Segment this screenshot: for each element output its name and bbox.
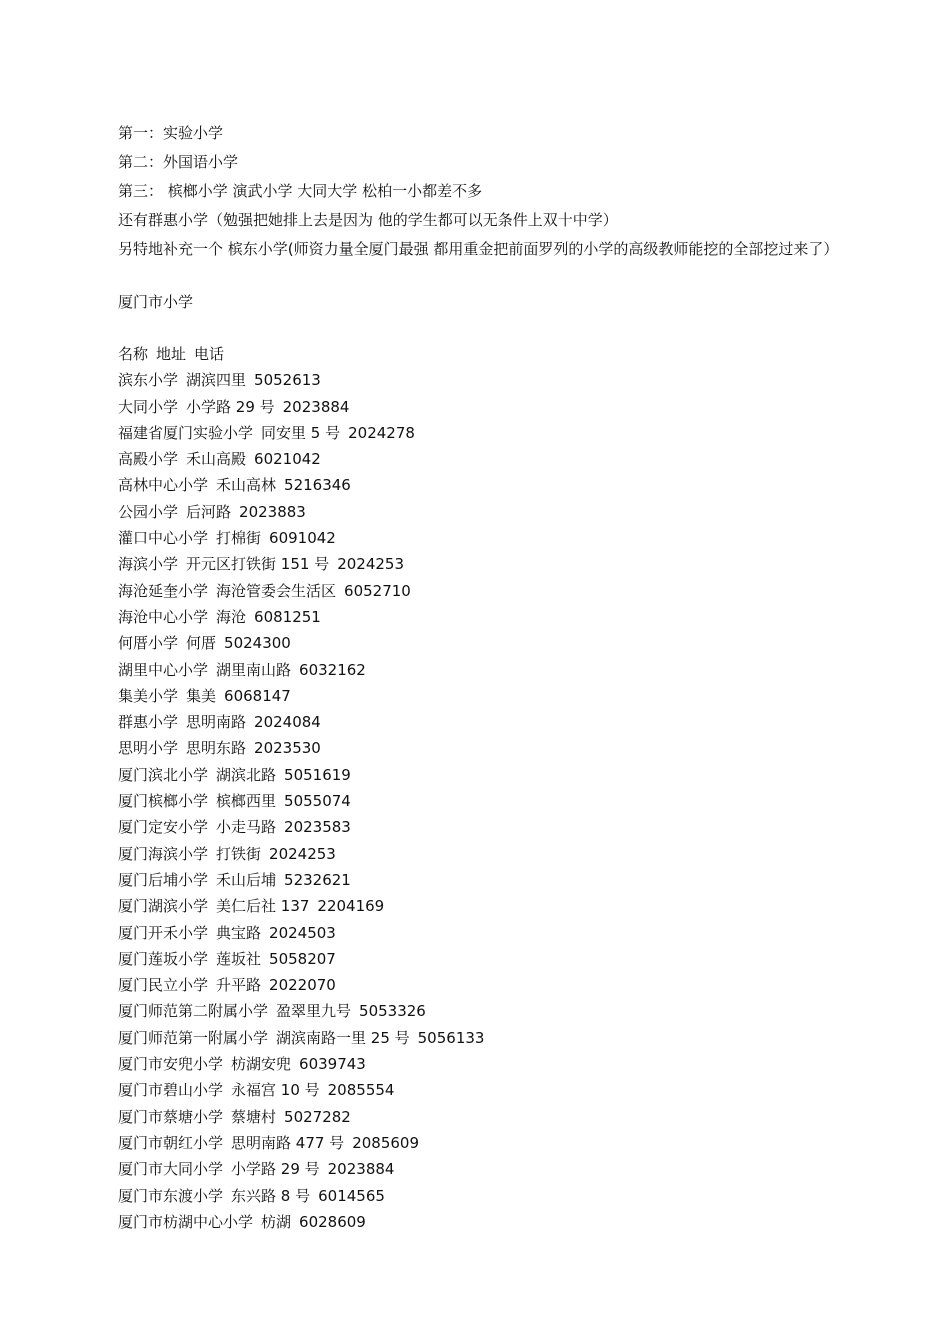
table-row (118, 920, 838, 946)
table-row (118, 841, 838, 867)
header-address: 地址 (156, 345, 187, 363)
school-phone: 6021042 (254, 450, 321, 469)
school-phone: 6052710 (344, 581, 411, 600)
school-name: 厦门市枋湖中心小学 (118, 1212, 254, 1231)
school-address: 何厝 (186, 634, 217, 653)
table-row (118, 604, 838, 630)
school-name: 福建省厦门实验小学 (118, 423, 254, 442)
table-row (118, 420, 838, 446)
school-name: 厦门市东渡小学 (118, 1186, 224, 1205)
school-address: 槟榔西里 (216, 792, 277, 811)
school-phone: 5053326 (359, 1002, 426, 1021)
school-name: 厦门槟榔小学 (118, 792, 209, 811)
school-name: 公园小学 (118, 502, 179, 521)
school-phone: 2023583 (284, 818, 351, 837)
table-row (118, 578, 838, 604)
school-address: 小学路 29 号 (186, 397, 275, 416)
school-address: 思明东路 (186, 739, 247, 758)
table-row (118, 814, 838, 840)
school-phone: 5055074 (284, 792, 351, 811)
school-name: 厦门定安小学 (118, 818, 209, 837)
header-phone: 电话 (194, 345, 225, 363)
school-name: 湖里中心小学 (118, 660, 209, 679)
intro-line-4: 还有群惠小学（勉强把她排上去是因为 他的学生都可以无条件上双十中学） (118, 211, 618, 229)
school-phone: 6081251 (254, 607, 321, 626)
table-row (118, 394, 838, 420)
school-name: 厦门市碧山小学 (118, 1081, 224, 1100)
school-phone: 5216346 (284, 476, 351, 495)
school-name: 厦门市大同小学 (118, 1160, 224, 1179)
school-phone: 5232621 (284, 870, 351, 889)
school-phone: 2024278 (348, 423, 415, 442)
school-name: 思明小学 (118, 739, 179, 758)
school-address: 打棉街 (216, 529, 262, 548)
school-address: 海沧管委会生活区 (216, 581, 337, 600)
intro-line-3: 第三： 槟榔小学 演武小学 大同大学 松柏一小都差不多 (118, 182, 483, 200)
school-address: 禾山高林 (216, 476, 277, 495)
table-row (118, 946, 838, 972)
table-row (118, 1130, 838, 1156)
table-row (118, 893, 838, 919)
school-phone: 6028609 (299, 1212, 366, 1231)
intro-line-1: 第一：实验小学 (118, 124, 224, 142)
school-phone: 2024253 (269, 844, 336, 863)
table-row (118, 735, 838, 761)
school-address: 思明南路 477 号 (231, 1133, 345, 1152)
school-address: 禾山后埔 (216, 870, 277, 889)
school-address: 湖滨四里 (186, 371, 247, 390)
school-name: 厦门开禾小学 (118, 923, 209, 942)
document-page (118, 119, 838, 1235)
table-row (118, 683, 838, 709)
school-name: 何厝小学 (118, 634, 179, 653)
table-row (118, 551, 838, 577)
intro-ranking (118, 119, 838, 264)
school-phone: 5052613 (254, 371, 321, 390)
school-phone: 2024503 (269, 923, 336, 942)
school-address: 湖里南山路 (216, 660, 292, 679)
table-row (118, 630, 838, 656)
table-row (118, 867, 838, 893)
school-address: 开元区打铁街 151 号 (186, 555, 330, 574)
school-name: 厦门师范第一附属小学 (118, 1028, 269, 1047)
school-name: 厦门市安兜小学 (118, 1055, 224, 1074)
intro-line-5: 另特地补充一个 槟东小学(师资力量全厦门最强 都用重金把前面罗列的小学的高级教师能挖的全部挖过来了） (118, 240, 839, 258)
school-address: 小学路 29 号 (231, 1160, 320, 1179)
school-list (118, 367, 838, 1235)
school-phone: 6014565 (318, 1186, 385, 1205)
school-address: 东兴路 8 号 (231, 1186, 311, 1205)
school-phone: 5024300 (224, 634, 291, 653)
school-address: 枋湖安兜 (231, 1055, 292, 1074)
school-name: 海滨小学 (118, 555, 179, 574)
school-address: 湖滨北路 (216, 765, 277, 784)
table-row (118, 998, 838, 1024)
school-address: 永福宫 10 号 (231, 1081, 320, 1100)
school-name: 厦门莲坂小学 (118, 949, 209, 968)
table-row (118, 762, 838, 788)
school-address: 湖滨南路一里 25 号 (276, 1028, 410, 1047)
school-phone: 2023884 (327, 1160, 395, 1179)
school-name: 大同小学 (118, 397, 179, 416)
table-row (118, 1025, 838, 1051)
school-address: 典宝路 (216, 923, 262, 942)
school-address: 集美 (186, 686, 217, 705)
school-phone: 5051619 (284, 765, 351, 784)
table-row (118, 525, 838, 551)
table-row (118, 709, 838, 735)
school-phone: 2085609 (352, 1133, 419, 1152)
school-name: 灌口中心小学 (118, 529, 209, 548)
school-address: 思明南路 (186, 713, 247, 732)
table-row (118, 657, 838, 683)
table-row (118, 367, 838, 393)
school-address: 后河路 (186, 502, 232, 521)
school-address: 美仁后社 137 (216, 897, 310, 916)
school-name: 滨东小学 (118, 371, 179, 390)
school-address: 枋湖 (261, 1212, 292, 1231)
school-name: 海沧延奎小学 (118, 581, 209, 600)
school-phone: 2022070 (269, 976, 336, 995)
school-name: 厦门湖滨小学 (118, 897, 209, 916)
school-phone: 6068147 (224, 686, 291, 705)
school-name: 厦门民立小学 (118, 976, 209, 995)
school-address: 盈翠里九号 (276, 1002, 352, 1021)
table-header (118, 341, 838, 367)
section-title: 厦门市小学 (118, 293, 194, 311)
school-name: 厦门师范第二附属小学 (118, 1002, 269, 1021)
school-name: 群惠小学 (118, 713, 179, 732)
school-address: 蔡塘村 (231, 1107, 277, 1126)
school-phone: 2024084 (254, 713, 321, 732)
table-row (118, 1156, 838, 1182)
school-phone: 2023530 (254, 739, 321, 758)
table-row (118, 1104, 838, 1130)
table-row (118, 1077, 838, 1103)
table-row (118, 788, 838, 814)
school-address: 打铁街 (216, 844, 262, 863)
school-address: 莲坂社 (216, 949, 262, 968)
school-name: 厦门滨北小学 (118, 765, 209, 784)
school-name: 厦门市蔡塘小学 (118, 1107, 224, 1126)
school-phone: 2023884 (282, 397, 350, 416)
school-address: 升平路 (216, 976, 262, 995)
table-row (118, 472, 838, 498)
table-row (118, 1183, 838, 1209)
school-phone: 5027282 (284, 1107, 351, 1126)
school-name: 高殿小学 (118, 450, 179, 469)
table-row (118, 1209, 838, 1235)
school-phone: 2204169 (317, 897, 385, 916)
school-address: 禾山高殿 (186, 450, 247, 469)
school-name: 高林中心小学 (118, 476, 209, 495)
school-phone: 6091042 (269, 529, 336, 548)
table-row (118, 972, 838, 998)
table-row (118, 446, 838, 472)
table-row (118, 499, 838, 525)
school-phone: 2023883 (239, 502, 306, 521)
school-phone: 2085554 (327, 1081, 395, 1100)
intro-line-2: 第二：外国语小学 (118, 153, 239, 171)
school-phone: 5056133 (417, 1028, 485, 1047)
school-name: 厦门后埔小学 (118, 870, 209, 889)
school-phone: 5058207 (269, 949, 336, 968)
school-phone: 6032162 (299, 660, 366, 679)
header-name: 名称 (118, 345, 149, 363)
school-name: 集美小学 (118, 686, 179, 705)
school-name: 厦门海滨小学 (118, 844, 209, 863)
school-name: 厦门市朝红小学 (118, 1133, 224, 1152)
school-name: 海沧中心小学 (118, 607, 209, 626)
school-phone: 2024253 (337, 555, 404, 574)
school-address: 海沧 (216, 607, 247, 626)
school-phone: 6039743 (299, 1055, 366, 1074)
school-address: 同安里 5 号 (261, 423, 341, 442)
table-row (118, 1051, 838, 1077)
school-address: 小走马路 (216, 818, 277, 837)
